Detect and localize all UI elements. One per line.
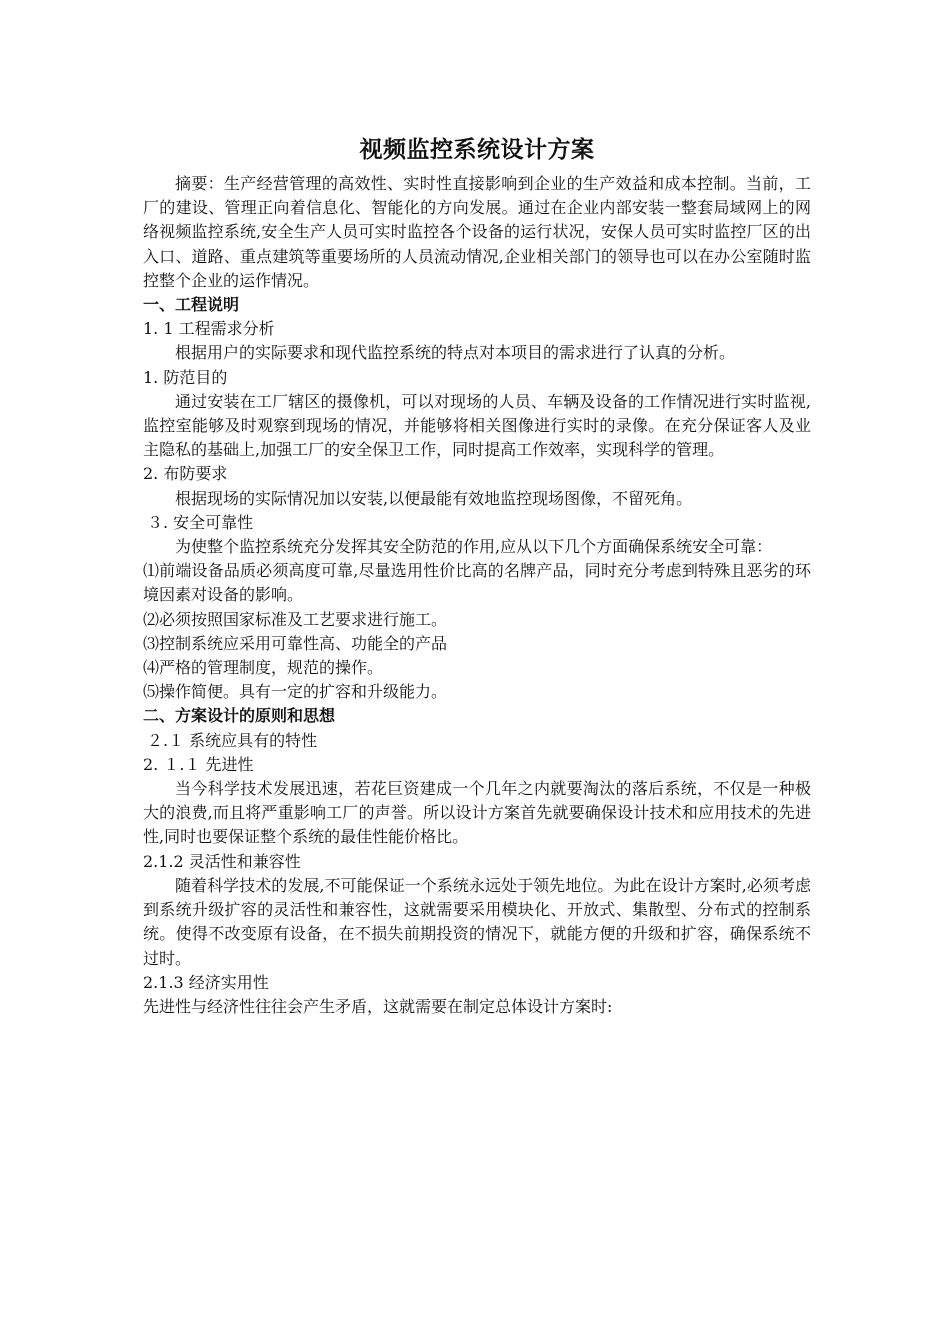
section-heading-2: 二、方案设计的原则和思想 [143,706,336,726]
list-item: ⑸操作简便。具有一定的扩容和升级能力。 [143,682,448,702]
subsection-2-1-2: 2.1.2 灵活性和兼容性 [143,851,301,871]
subsection-2-1-3: 2.1.3 经济实用性 [143,972,269,992]
subsection-2-1-1: 2. １.１ 先进性 [143,754,254,774]
subsection-1-1: 1. 1 工程需求分析 [143,319,275,339]
subsection-1-1-text: 根据用户的实际要求和现代监控系统的特点对本项目的需求进行了认真的分析。 [175,343,736,363]
subsection-2-1-3-text: 先进性与经济性往往会产生矛盾，这就需要在制定总体设计方案时: [143,996,613,1016]
subsection-2-1: ２.１ 系统应具有的特性 [147,730,318,750]
subsection-2-1-2-text: 随着科学技术的发展,不可能保证一个系统永远处于领先地位。为此在设计方案时,必须考虑到系统升级扩容的灵活性和兼容性，这就需要采用模块化、开放式、集散型、分布式的控制系统。使得不改变原有设备，在不损失前期投资的情况下，就能方便的升级和扩容，确保系统不过时。 [143,875,811,968]
subsection-2-1-1-text: 当今科学技术发展迅速，若花巨资建成一个几年之内就要淘汰的落后系统，不仅是一种极大的浪费,而且将严重影响工厂的声誉。所以设计方案首先就要确保设计技术和应用技术的先进性,同时也要保证整个系统的最佳性能价格比。 [143,779,811,847]
list-item: ⑵必须按照国家标准及工艺要求进行施工。 [143,609,448,629]
item-1-heading: 1. 防范目的 [143,367,228,387]
list-item: ⑷严格的管理制度，规范的操作。 [143,658,384,678]
item-3-text: 为使整个监控系统充分发挥其安全防范的作用,应从以下几个方面确保系统安全可靠： [175,537,773,557]
item-2-heading: 2. 布防要求 [143,464,228,484]
item-3-heading: ３. 安全可靠性 [147,512,254,532]
section-heading-1: 一、工程说明 [143,295,240,315]
item-1-text: 通过安装在工厂辖区的摄像机，可以对现场的人员、车辆及设备的工作情况进行实时监视,监控室能够及时观察到现场的情况，并能够将相关图像进行实时的录像。在充分保证客人及业主隐私的基础上,加强工厂的安全保卫工作，同时提高工作效率，实现科学的管理。 [143,391,811,460]
item-2-text: 根据现场的实际情况加以安装,以便最能有效地监控现场图像，不留死角。 [175,488,693,508]
abstract-paragraph: 摘要：生产经营管理的高效性、实时性直接影响到企业的生产效益和成本控制。当前，工厂的建设、管理正向着信息化、智能化的方向发展。通过在企业内部安装一整套局域网上的网络视频监控系统,安全生产人员可实时监控各个设备的运行状况，安保人员可实时监控厂区的出入口、道路、重点建筑等重要场所的人员流动情况,企业相关部门的领导也可以在办公室随时监控整个企业的运作情况。 [143,174,811,290]
document-title: 视频监控系统设计方案 [359,137,595,163]
document-page [143,128,811,1019]
list-item: ⑶控制系统应采用可靠性高、功能全的产品 [143,633,448,653]
list-item: ⑴前端设备品质必须高度可靠,尽量选用性价比高的名牌产品，同时充分考虑到特殊且恶劣的环境因素对设备的影响。 [143,561,811,605]
